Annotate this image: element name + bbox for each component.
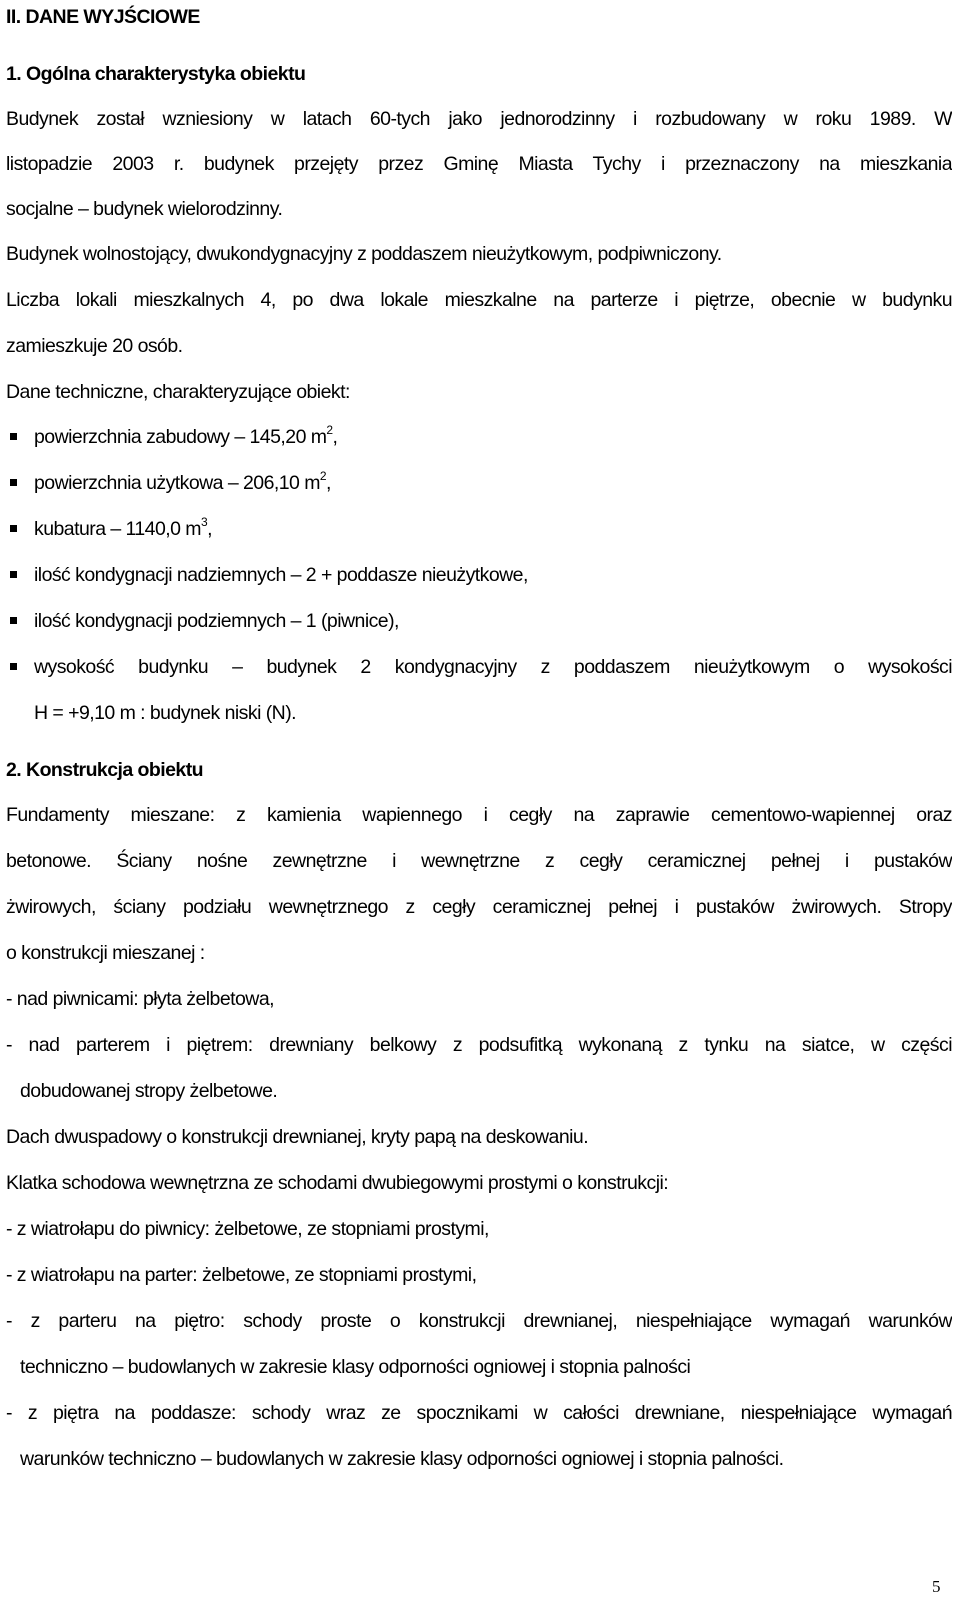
square-bullet-icon [10,617,17,624]
bullet-item [6,655,952,679]
list-line-continuation: warunków techniczno – budowlanych w zakresie klasy odporności ogniowej i stopnia palności. [20,1448,784,1470]
list-line: - nad parterem i piętrem: drewniany belkowy z podsufitką wykonaną z tynku na siatce, w części [6,1034,952,1056]
bullet-text: ilość kondygnacji podziemnych – 1 (piwnice), [34,610,399,632]
bullet-text: powierzchnia użytkowa – 206,10 $m^2$, [34,468,331,494]
paragraph-line: żwirowych, ściany podziału wewnętrznego z cegły ceramicznej pełnej i pustaków żwirowych. Stropy [6,896,952,918]
bullet-text: kubatura – 1140,0 $m^3$, [34,514,212,540]
paragraph-line: socjalne – budynek wielorodzinny. [6,198,283,220]
bullet-item [6,609,952,633]
list-line-continuation: dobudowanej stropy żelbetowe. [20,1080,278,1102]
paragraph-line: Budynek wolnostojący, dwukondygnacyjny z poddaszem nieużytkowym, podpiwniczony. [6,243,722,265]
bullet-continuation: H = +9,10 m : budynek niski (N). [34,702,297,724]
list-line: - z parteru na piętro: schody proste o konstrukcji drewnianej, niespełniające wymagań warunków [6,1310,952,1332]
paragraph-line: betonowe. Ściany nośne zewnętrzne i wewnętrzne z cegły ceramicznej pełnej i pustaków [6,850,952,872]
section-title: II. DANE WYJŚCIOWE [6,6,200,28]
heading-construction: 2. Konstrukcja obiektu [6,759,204,781]
paragraph-line: Dane techniczne, charakteryzujące obiekt: [6,381,350,403]
paragraph-line: Liczba lokali mieszkalnych 4, po dwa lokale mieszkalne na parterze i piętrze, obecnie w budynku [6,289,952,311]
bullet-text: ilość kondygnacji nadziemnych – 2 + poddasze nieużytkowe, [34,564,528,586]
paragraph-line: o konstrukcji mieszanej : [6,942,205,964]
bullet-text: powierzchnia zabudowy – 145,20 $m^2$, [34,422,338,448]
document-page [6,0,956,1611]
paragraph-line: Dach dwuspadowy o konstrukcji drewnianej, kryty papą na deskowaniu. [6,1126,589,1148]
bullet-text: wysokość budynku – budynek 2 kondygnacyjny z poddaszem nieużytkowym o wysokości [34,656,952,678]
page-number: 5 [932,1577,940,1596]
square-bullet-icon [10,525,17,532]
square-bullet-icon [10,571,17,578]
bullet-item [6,563,952,587]
paragraph-line: Klatka schodowa wewnętrzna ze schodami dwubiegowymi prostymi o konstrukcji: [6,1172,669,1194]
bullet-item [6,422,952,449]
list-line-continuation: techniczno – budowlanych w zakresie klasy odporności ogniowej i stopnia palności [20,1356,691,1378]
bullet-item [6,468,952,495]
heading-general-characteristics: 1. Ogólna charakterystyka obiektu [6,63,306,85]
list-line: - z wiatrołapu na parter: żelbetowe, ze stopniami prostymi, [6,1264,477,1286]
paragraph-line: zamieszkuje 20 osób. [6,335,183,357]
square-bullet-icon [10,663,17,670]
bullet-item [6,514,952,541]
square-bullet-icon [10,479,17,486]
list-line: - z piętra na poddasze: schody wraz ze spocznikami w całości drewniane, niespełniające wymagań [6,1402,952,1424]
paragraph-line: Budynek został wzniesiony w latach 60-tych jako jednorodzinny i rozbudowany w roku 1989. W [6,108,952,130]
paragraph-line: Fundamenty mieszane: z kamienia wapiennego i cegły na zaprawie cementowo-wapiennej oraz [6,804,952,826]
square-bullet-icon [10,433,17,440]
list-line: - z wiatrołapu do piwnicy: żelbetowe, ze stopniami prostymi, [6,1218,489,1240]
paragraph-line: listopadzie 2003 r. budynek przejęty przez Gminę Miasta Tychy i przeznaczony na mieszkania [6,153,952,175]
list-line: - nad piwnicami: płyta żelbetowa, [6,988,274,1010]
